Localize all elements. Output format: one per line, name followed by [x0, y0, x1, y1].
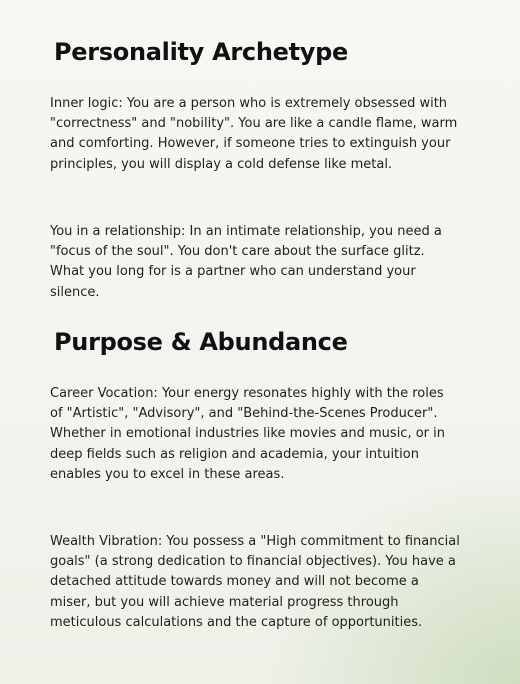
section-heading: Purpose & Abundance [54, 328, 348, 356]
section-heading: Personality Archetype [54, 38, 348, 66]
paragraph-career-vocation: Career Vocation: Your energy resonates highly with the roles of "Artistic", "Advisory", and "Behind-the-Scenes Producer". Whether in emotional industries like movies and music, or in deep fields such as religion and academia, your intuition enables you to excel in these areas. [50, 386, 446, 482]
paragraph-wealth-vibration: Wealth Vibration: You possess a "High commitment to financial goals" (a strong dedication to financial objectives). You have a detached attitude towards money and will not become a miser, but you will achieve material progress through meticulous calculations and the capture of opportunities. [50, 534, 460, 630]
section-purpose-abundance [0, 326, 520, 630]
paragraph-inner-logic: Inner logic: You are a person who is extremely obsessed with "correctness" and "nobility". You are like a candle flame, warm and comforting. However, if someone tries to extinguish your principles, you will display a cold defense like metal. [50, 96, 458, 172]
section-personality-archetype [0, 36, 520, 300]
paragraph-relationship: You in a relationship: In an intimate relationship, you need a "focus of the soul". You don't care about the surface glitz. What you long for is a partner who can understand your silence. [50, 224, 442, 300]
